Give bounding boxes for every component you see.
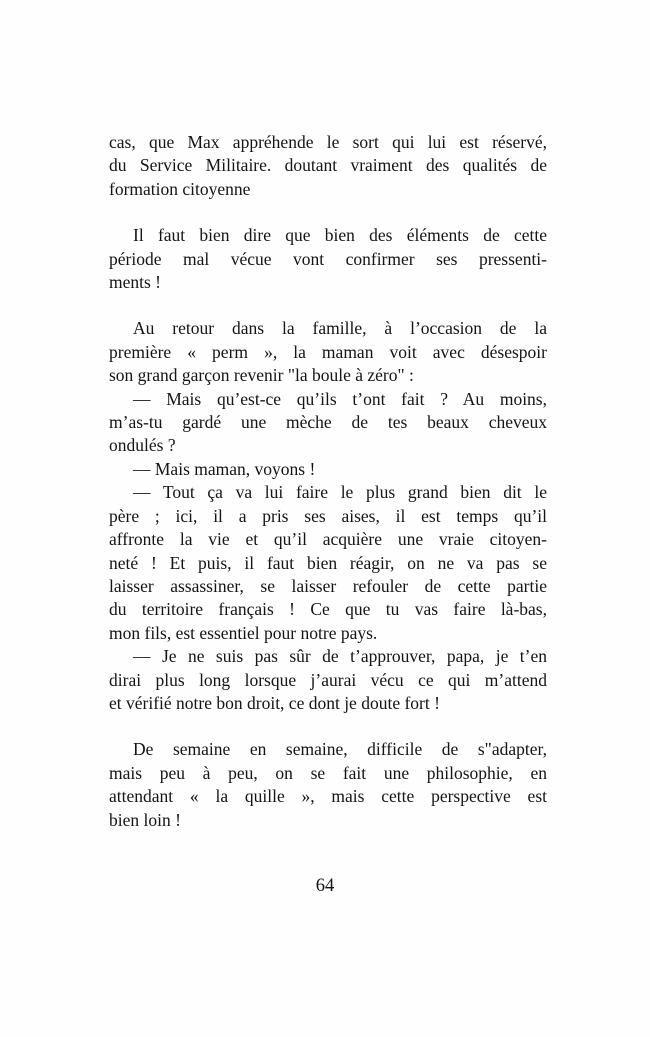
paragraph bbox=[109, 458, 547, 481]
text-line: mon fils, est essentiel pour notre pays. bbox=[109, 622, 378, 643]
text-line: du Service Militaire. doutant vraiment des qualités de bbox=[109, 155, 547, 176]
text-line: dirai plus long lorsque j’aurai vécu ce qui m’attend bbox=[109, 669, 547, 690]
text-line: affronte la vie et qu’il acquière une vraie citoyen- bbox=[109, 529, 547, 550]
text-line: et vérifié notre bon droit, ce dont je doute fort ! bbox=[109, 692, 440, 713]
text-line: m’as-tu gardé une mèche de tes beaux cheveux bbox=[109, 412, 547, 433]
text-line: période mal vécue vont confirmer ses pressenti- bbox=[109, 248, 547, 269]
paragraph bbox=[109, 388, 547, 458]
text-line: De semaine en semaine, difficile de s"adapter, bbox=[133, 739, 547, 760]
paragraph bbox=[109, 224, 547, 294]
paragraph bbox=[109, 481, 547, 645]
text-line: ondulés ? bbox=[109, 435, 176, 456]
text-line: son grand garçon revenir "la boule à zéro" : bbox=[109, 365, 414, 386]
text-line: neté ! Et puis, il faut bien réagir, on ne va pas se bbox=[109, 552, 547, 573]
text-line: bien loin ! bbox=[109, 809, 181, 830]
paragraph bbox=[109, 131, 547, 201]
text-line: — Mais maman, voyons ! bbox=[133, 458, 316, 479]
text-line: formation citoyenne bbox=[109, 178, 251, 199]
paragraph bbox=[109, 645, 547, 715]
text-line: première « perm », la maman voit avec désespoir bbox=[109, 341, 547, 362]
text-line: — Je ne suis pas sûr de t’approuver, papa, je t’en bbox=[133, 646, 547, 667]
text-line: ments ! bbox=[109, 272, 162, 293]
page-number: 64 bbox=[315, 876, 335, 896]
text-line: père ; ici, il a pris ses aises, il est temps qu’il bbox=[109, 505, 547, 526]
text-line: Au retour dans la famille, à l’occasion de la bbox=[133, 318, 547, 339]
text-line: du territoire français ! Ce que tu vas faire là-bas, bbox=[109, 599, 547, 620]
paragraph bbox=[109, 738, 547, 832]
text-line: — Mais qu’est-ce qu’ils t’ont fait ? Au moins, bbox=[133, 388, 547, 409]
text-line: laisser assassiner, se laisser refouler de cette partie bbox=[109, 575, 547, 596]
text-line: Il faut bien dire que bien des éléments de cette bbox=[133, 225, 547, 246]
text-line: attendant « la quille », mais cette perspective est bbox=[109, 786, 547, 807]
text-line: — Tout ça va lui faire le plus grand bien dit le bbox=[133, 482, 547, 503]
text-line: cas, que Max appréhende le sort qui lui est réservé, bbox=[109, 132, 547, 152]
text-line: mais peu à peu, on se fait une philosophie, en bbox=[109, 762, 547, 783]
text-block bbox=[109, 131, 547, 832]
paragraph bbox=[109, 317, 547, 387]
